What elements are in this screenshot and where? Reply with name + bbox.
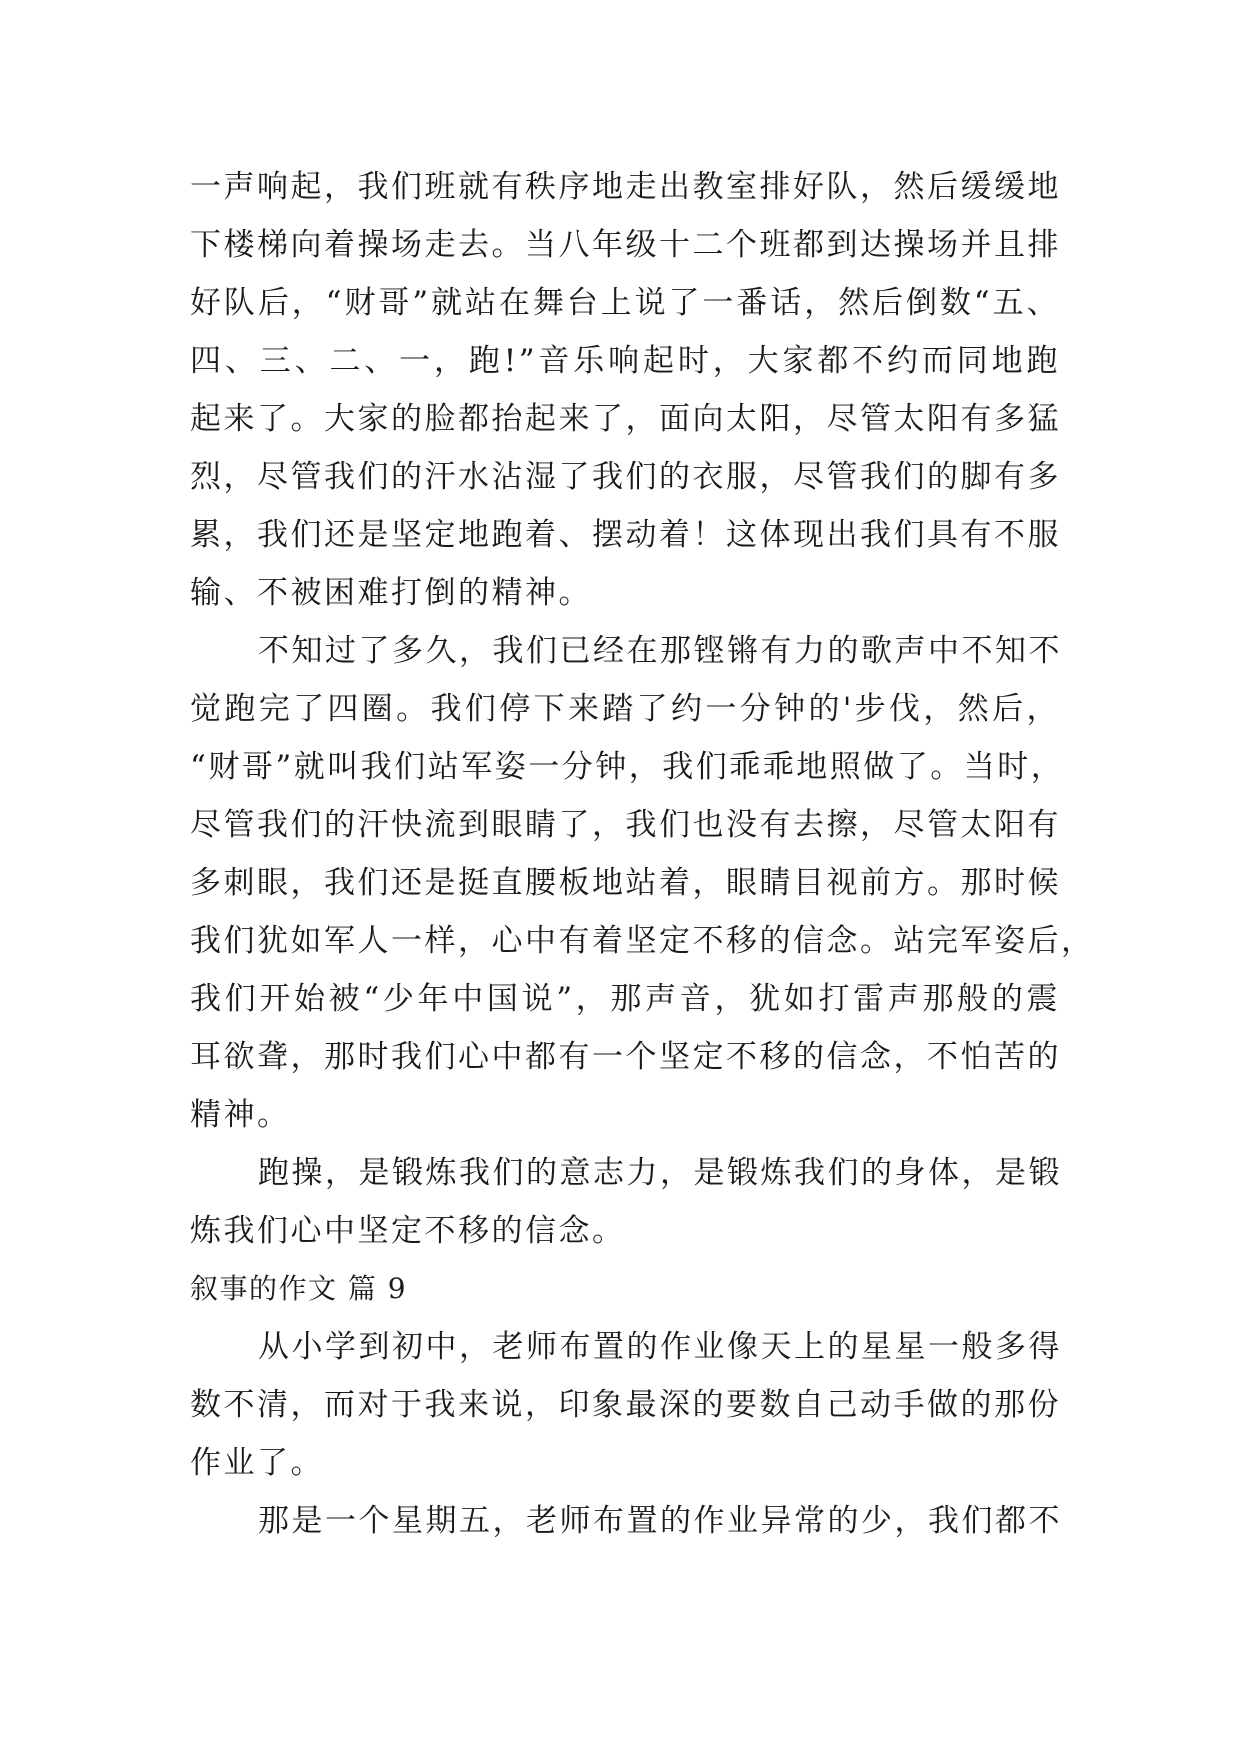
text-line: 那是一个星期五，老师布置的作业异常的少，我们都不 <box>258 1503 1062 1539</box>
text-line: 好队后，“财哥”就站在舞台上说了一番话，然后倒数“五、 <box>190 285 1060 321</box>
section-heading: 叙事的作文 篇 9 <box>190 1272 408 1305</box>
text-line: 耳欲聋，那时我们心中都有一个坚定不移的信念，不怕苦的 <box>190 1039 1061 1075</box>
text-line: 起来了。大家的脸都抬起来了，面向太阳，尽管太阳有多猛 <box>190 401 1061 437</box>
essay-body <box>190 158 1095 1550</box>
text-line: 输、不被困难打倒的精神。 <box>190 575 592 611</box>
text-line: 炼我们心中坚定不移的信念。 <box>190 1213 626 1249</box>
paragraph <box>190 622 1095 1144</box>
text-line: 四、三、二、一，跑!”音乐响起时，大家都不约而同地跑 <box>190 343 1060 379</box>
paragraph <box>190 1144 1060 1260</box>
text-line: “财哥”就叫我们站军姿一分钟，我们乖乖地照做了。当时， <box>190 749 1065 785</box>
paragraph <box>190 158 1060 622</box>
text-line: 作业了。 <box>190 1445 324 1481</box>
text-line: 多刺眼，我们还是挺直腰板地站着，眼睛目视前方。那时候 <box>190 865 1061 901</box>
text-line: 累，我们还是坚定地跑着、摆动着！这体现出我们具有不服 <box>190 517 1061 553</box>
text-line: 不知过了多久，我们已经在那铿锵有力的歌声中不知不 <box>258 633 1062 669</box>
text-line: 一声响起，我们班就有秩序地走出教室排好队，然后缓缓地 <box>190 169 1061 205</box>
text-line: 觉跑完了四圈。我们停下来踏了约一分钟的'步伐，然后， <box>190 691 1060 727</box>
text-line: 烈，尽管我们的汗水沾湿了我们的衣服，尽管我们的脚有多 <box>190 459 1061 495</box>
text-line: 下楼梯向着操场走去。当八年级十二个班都到达操场并且排 <box>190 227 1061 263</box>
text-line: 跑操，是锻炼我们的意志力，是锻炼我们的身体，是锻 <box>258 1155 1062 1191</box>
paragraph <box>190 1492 1060 1550</box>
text-line: 数不清，而对于我来说，印象最深的要数自己动手做的那份 <box>190 1387 1061 1423</box>
paragraph <box>190 1318 1060 1492</box>
text-line: 我们犹如军人一样，心中有着坚定不移的信念。站完军姿后， <box>190 923 1095 959</box>
text-line: 精神。 <box>190 1097 291 1133</box>
text-line: 我们开始被“少年中国说”，那声音，犹如打雷声那般的震 <box>190 981 1060 1017</box>
text-line: 尽管我们的汗快流到眼睛了，我们也没有去擦，尽管太阳有 <box>190 807 1061 843</box>
text-line: 从小学到初中，老师布置的作业像天上的星星一般多得 <box>258 1329 1062 1365</box>
